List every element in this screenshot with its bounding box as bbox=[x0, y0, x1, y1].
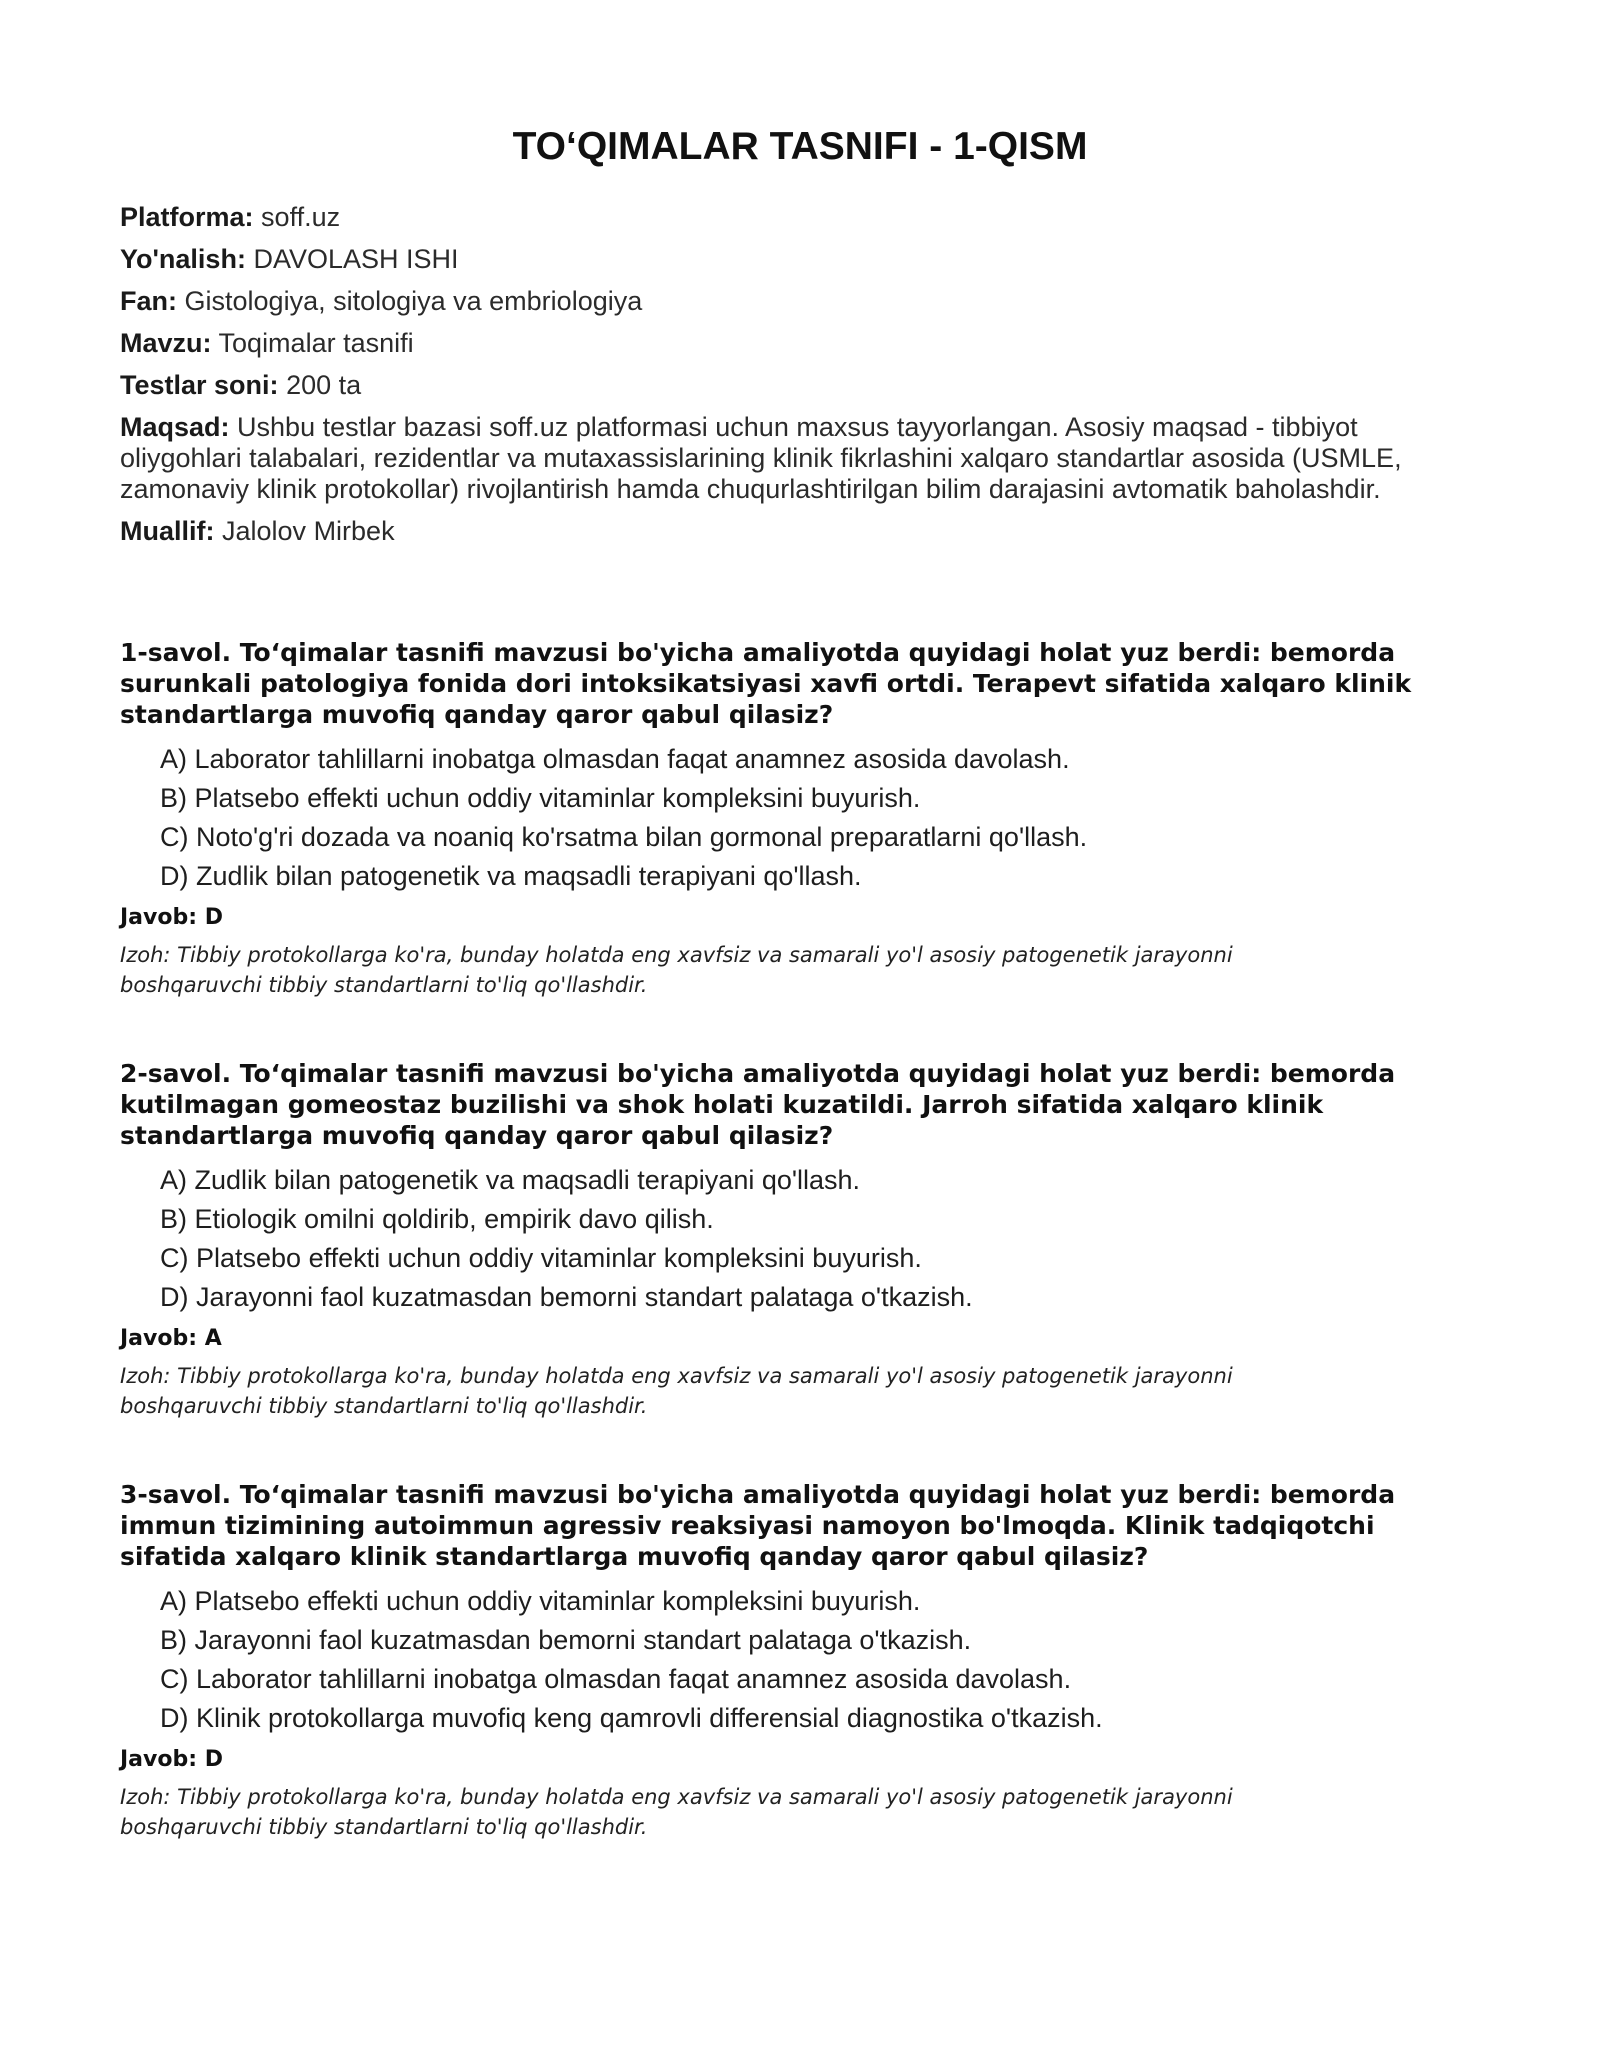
meta-mavzu bbox=[120, 328, 1480, 359]
answer-key: Javob: A bbox=[120, 1326, 222, 1351]
answer-options bbox=[120, 744, 1480, 892]
meta-key: Muallif: bbox=[120, 516, 215, 546]
meta-muallif bbox=[120, 516, 1480, 547]
meta-key: Maqsad: bbox=[120, 412, 230, 442]
answer-explanation: Izoh: Tibbiy protokollarga ko'ra, bunday holatda eng xavfsiz va samarali yo'l asosiy patogenetik jarayonni boshqaruvchi tibbiy standartlarni to'liq qo'llashdir. bbox=[120, 1364, 1233, 1418]
meta-key: Mavzu: bbox=[120, 328, 212, 358]
option-d: D) Jarayonni faol kuzatmasdan bemorni standart palataga o'tkazish. bbox=[160, 1282, 973, 1312]
meta-fan bbox=[120, 286, 1480, 317]
question-list bbox=[120, 637, 1480, 1842]
meta-key: Platforma: bbox=[120, 202, 254, 232]
option-c: C) Laborator tahlillarni inobatga olmasdan faqat anamnez asosida davolash. bbox=[160, 1664, 1072, 1694]
meta-value: Toqimalar tasnifi bbox=[218, 328, 414, 358]
option-c: C) Noto'g'ri dozada va noaniq ko'rsatma bilan gormonal preparatlarni qo'llash. bbox=[160, 822, 1088, 852]
option-b: B) Jarayonni faol kuzatmasdan bemorni standart palataga o'tkazish. bbox=[160, 1625, 972, 1655]
meta-maqsad bbox=[120, 412, 1480, 505]
option-b: B) Platsebo effekti uchun oddiy vitaminlar kompleksini buyurish. bbox=[160, 783, 921, 813]
document-metadata bbox=[120, 202, 1480, 547]
answer-options bbox=[120, 1165, 1480, 1313]
question-2 bbox=[120, 1058, 1480, 1421]
meta-key: Testlar soni: bbox=[120, 370, 279, 400]
meta-value: Ushbu testlar bazasi soff.uz platformasi uchun maxsus tayyorlangan. Asosiy maqsad - tibbiyot oliygohlari talabalari, rezidentlar va mutaxassislarining klinik fikrlashini xalqaro standartlar asosida (USMLE, zamonaviy klinik protokollar) rivojlantirish hamda chuqurlashtirilgan bilim darajasini avtomatik baholashdir. bbox=[120, 412, 1402, 504]
meta-value: DAVOLASH ISHI bbox=[253, 244, 459, 274]
meta-value: Jalolov Mirbek bbox=[222, 516, 395, 546]
option-a: A) Platsebo effekti uchun oddiy vitaminlar kompleksini buyurish. bbox=[160, 1586, 921, 1616]
meta-yonalish bbox=[120, 244, 1480, 275]
meta-value: 200 ta bbox=[286, 370, 362, 400]
option-d: D) Zudlik bilan patogenetik va maqsadli terapiyani qo'llash. bbox=[160, 861, 862, 891]
document-page bbox=[120, 0, 1480, 1900]
option-a: A) Laborator tahlillarni inobatga olmasdan faqat anamnez asosida davolash. bbox=[160, 744, 1070, 774]
question-text: 2-savol. To‘qimalar tasnifi mavzusi bo'yicha amaliyotda quyidagi holat yuz berdi: bemorda kutilmagan gomeostaz buzilishi va shok holati kuzatildi. Jarroh sifatida xalqaro klinik standartlarga muvofiq qanday qaror qabul qilasiz? bbox=[120, 1059, 1396, 1150]
document-title: TO‘QIMALAR TASNIFI - 1-QISM bbox=[512, 125, 1088, 168]
question-text: 3-savol. To‘qimalar tasnifi mavzusi bo'yicha amaliyotda quyidagi holat yuz berdi: bemorda immun tizimining autoimmun agressiv reaksiyasi namoyon bo'lmoqda. Klinik tadqiqotchi sifatida xalqaro klinik standartlarga muvofiq qanday qaror qabul qilasiz? bbox=[120, 1480, 1396, 1571]
question-text: 1-savol. To‘qimalar tasnifi mavzusi bo'yicha amaliyotda quyidagi holat yuz berdi: bemorda surunkali patologiya fonida dori intoksikatsiyasi xavfi ortdi. Terapevt sifatida xalqaro klinik standartlarga muvofiq qanday qaror qabul qilasiz? bbox=[120, 638, 1412, 729]
meta-testlar-soni bbox=[120, 370, 1480, 401]
meta-value: soff.uz bbox=[261, 202, 341, 232]
meta-key: Yo'nalish: bbox=[120, 244, 246, 274]
question-1 bbox=[120, 637, 1480, 1000]
answer-key: Javob: D bbox=[120, 1747, 223, 1772]
option-c: C) Platsebo effekti uchun oddiy vitaminlar kompleksini buyurish. bbox=[160, 1243, 922, 1273]
answer-explanation: Izoh: Tibbiy protokollarga ko'ra, bunday holatda eng xavfsiz va samarali yo'l asosiy patogenetik jarayonni boshqaruvchi tibbiy standartlarni to'liq qo'llashdir. bbox=[120, 1785, 1233, 1839]
answer-explanation: Izoh: Tibbiy protokollarga ko'ra, bunday holatda eng xavfsiz va samarali yo'l asosiy patogenetik jarayonni boshqaruvchi tibbiy standartlarni to'liq qo'llashdir. bbox=[120, 943, 1233, 997]
meta-value: Gistologiya, sitologiya va embriologiya bbox=[184, 286, 643, 316]
answer-options bbox=[120, 1586, 1480, 1734]
meta-platforma bbox=[120, 202, 1480, 233]
option-b: B) Etiologik omilni qoldirib, empirik davo qilish. bbox=[160, 1204, 714, 1234]
question-3 bbox=[120, 1479, 1480, 1842]
meta-key: Fan: bbox=[120, 286, 177, 316]
option-a: A) Zudlik bilan patogenetik va maqsadli terapiyani qo'llash. bbox=[160, 1165, 861, 1195]
answer-key: Javob: D bbox=[120, 905, 223, 930]
option-d: D) Klinik protokollarga muvofiq keng qamrovli differensial diagnostika o'tkazish. bbox=[160, 1703, 1103, 1733]
